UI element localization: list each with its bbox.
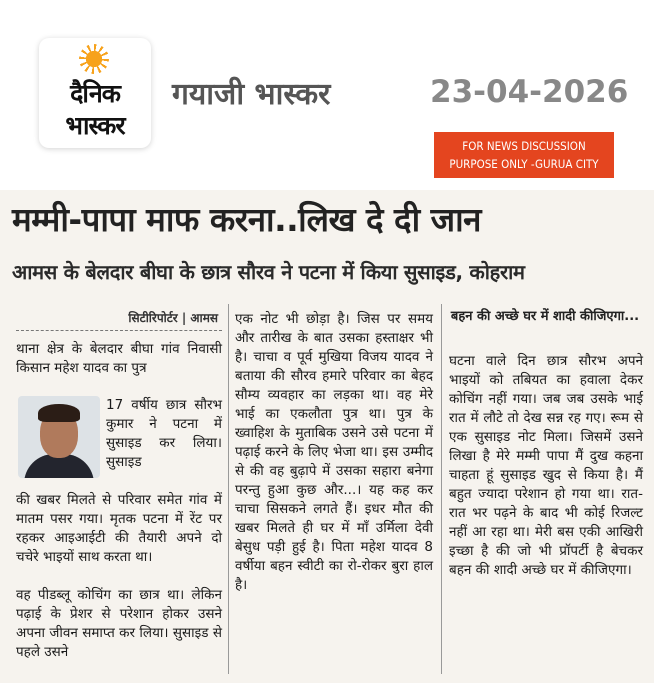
column-divider [441, 304, 442, 674]
notice-line-1: FOR NEWS DISCUSSION [462, 139, 586, 153]
article-headline: मम्मी-पापा माफ करना..लिख दे दी जान [12, 200, 481, 239]
logo-line-1: दैनिक [70, 79, 120, 108]
student-photo [18, 396, 100, 478]
byline: सिटीरिपोर्टर | आमस [128, 311, 218, 325]
column-1-beside-photo: 17 वर्षीय छात्र सौरभ कुमार ने पटना में सुसाइड कर लिया। सुसाइड [106, 397, 222, 470]
column-3-body: घटना वाले दिन छात्र सौरभ अपने भाइयों को तबियत का हवाला देकर कोचिंग नहीं गया। जब जब उसके भाई रात में लौटे तो देख सन्न रह गए। रूम से एक सुसाइड नोट मिला। जिसमें उसने लिखा है मेरे मम्मी पापा मैं दुख कहना चाहता हूं सुसाइड खुद से किया है। मैं बहुत ज्यादा परेशान हो गया था। रात-रात भर पढ़ने के बाद भी कोई रिजल्ट नहीं आ रहा था। मेरी बस एकी आखिरी इच्छा है की जो भी प्रॉपर्टी है बेचकर बहन की शादी अच्छे घर में कीजिएगा। [449, 353, 643, 578]
logo-line-2: भास्कर [65, 111, 125, 140]
side-story-title: बहन की अच्छे घर में शादी कीजिएगा... [450, 309, 640, 324]
column-2-body: एक नोट भी छोड़ा है। जिस पर समय और तारीख के बात उसका हस्ताक्षर भी है। चाचा व पूर्व मुखिया विजय यादव ने बताया की सौरव हमारे परिवार का बेहद सौम्य व्यवहार का लड़का था। वह मेरे भाई का एकलौता पुत्र था। पुत्र के ख्वाहिश के मुताबिक उसने उसे पटना में पढ़ाई करने के लिए भेजा था। इस उम्मीद से की वह बुढ़ापे में उसका सहारा बनेगा परन्तु हुआ कुछ और...। यह कह कर चाचा सिसकने लगते हैं। इधर मौत की खबर मिलते ही घर में माँ उर्मिला देवी बेसुध पड़ी हुई है। पिता महेश यादव 8 वर्षीया बहन स्वीटी का रो-रोकर बुरा हाल है। [235, 311, 433, 593]
discussion-notice-badge [434, 132, 614, 178]
column-divider [228, 304, 229, 674]
column-1-para-2: वह पीडब्लू कोचिंग का छात्र था। लेकिन पढ़ाई के प्रेशर से परेशान होकर उसने अपना जीवन समाप्त कर लिया। सुसाइड से पहले उसने [16, 587, 222, 660]
edition-date: 23-04-2026 [430, 74, 629, 110]
column-1-body: की खबर मिलते से परिवार समेत गांव में मातम पसर गया। मृतक पटना में रेंट पर रहकर आइआईटी की तैयारी अपने दो चचेरे भाइयों साथ करता था। [16, 492, 222, 565]
sun-icon [79, 44, 109, 74]
notice-line-2: PURPOSE ONLY -GURUA CITY [449, 157, 599, 171]
article-subheadline: आमस के बेलदार बीघा के छात्र सौरव ने पटना में किया सुसाइड, कोहराम [12, 260, 525, 284]
column-1-intro: थाना क्षेत्र के बेलदार बीघा गांव निवासी किसान महेश यादव का पुत्र [16, 341, 222, 376]
edition-title: गयाजी भास्कर [172, 77, 331, 112]
dainik-bhaskar-logo [39, 38, 151, 148]
byline-rule [16, 330, 222, 331]
page-header [0, 0, 654, 190]
